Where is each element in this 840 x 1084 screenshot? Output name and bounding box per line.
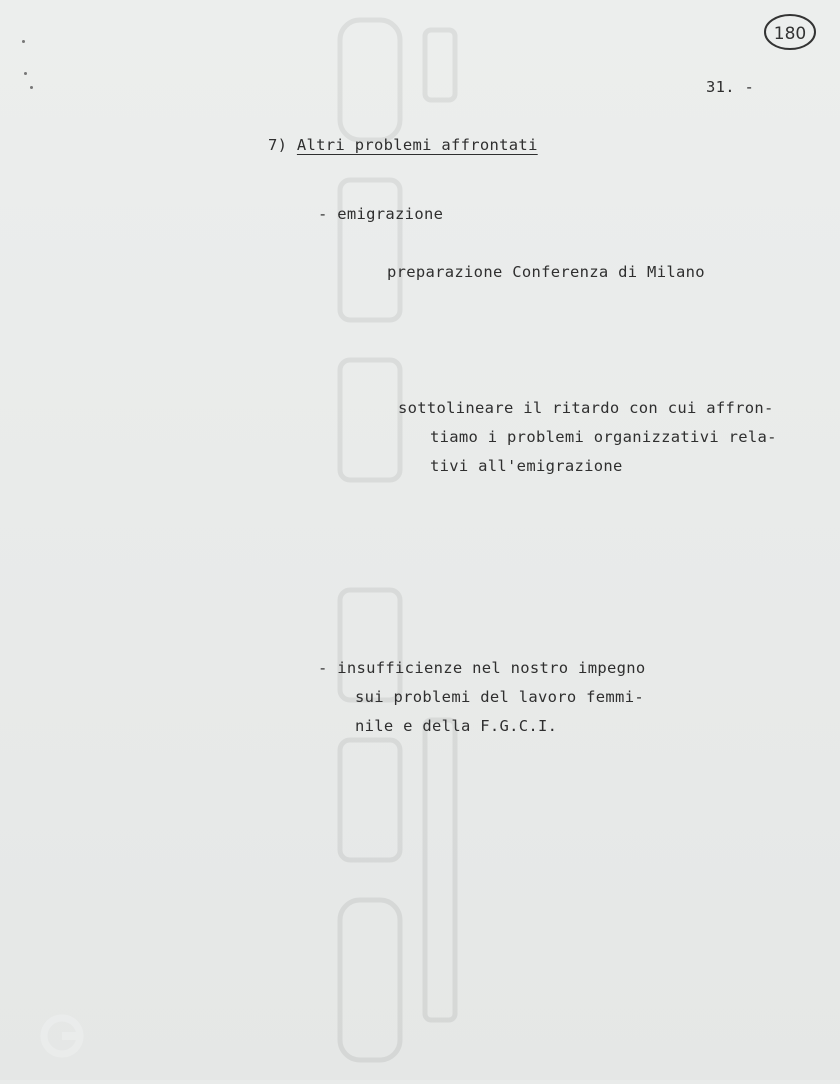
list-subitem-conferenza: preparazione Conferenza di Milano [387,263,705,281]
archive-stamp [760,10,820,54]
stamp-circle-icon [760,10,820,54]
note-line-3: tivi all'emigrazione [430,457,623,475]
vertical-watermark [330,0,490,1080]
paper-speck [22,40,25,43]
paper-speck [24,72,27,75]
section-heading-number: 7) [268,136,288,154]
note-line-2: tiamo i problemi organizzativi rela- [430,428,777,446]
list-item-emigrazione: - emigrazione [318,205,444,223]
list-item-insufficienze-line-2: sui problemi del lavoro femmi- [355,688,644,706]
stamp-number: 180 [773,24,807,44]
note-line-1: sottolineare il ritardo con cui affron- [398,399,774,417]
list-item-insufficienze-line-3: nile e della F.G.C.I. [355,717,558,735]
list-item-insufficienze-line-1: - insufficienze nel nostro impegno [318,659,646,677]
paper-speck [30,86,33,89]
page-number: 31. - [706,78,755,96]
logo-g-icon [40,1014,84,1058]
section-heading [268,136,538,154]
watermark-text-graphic [330,0,490,1080]
section-heading-title: Altri problemi affrontati [296,136,538,154]
foundation-logo-watermark [0,990,230,1080]
